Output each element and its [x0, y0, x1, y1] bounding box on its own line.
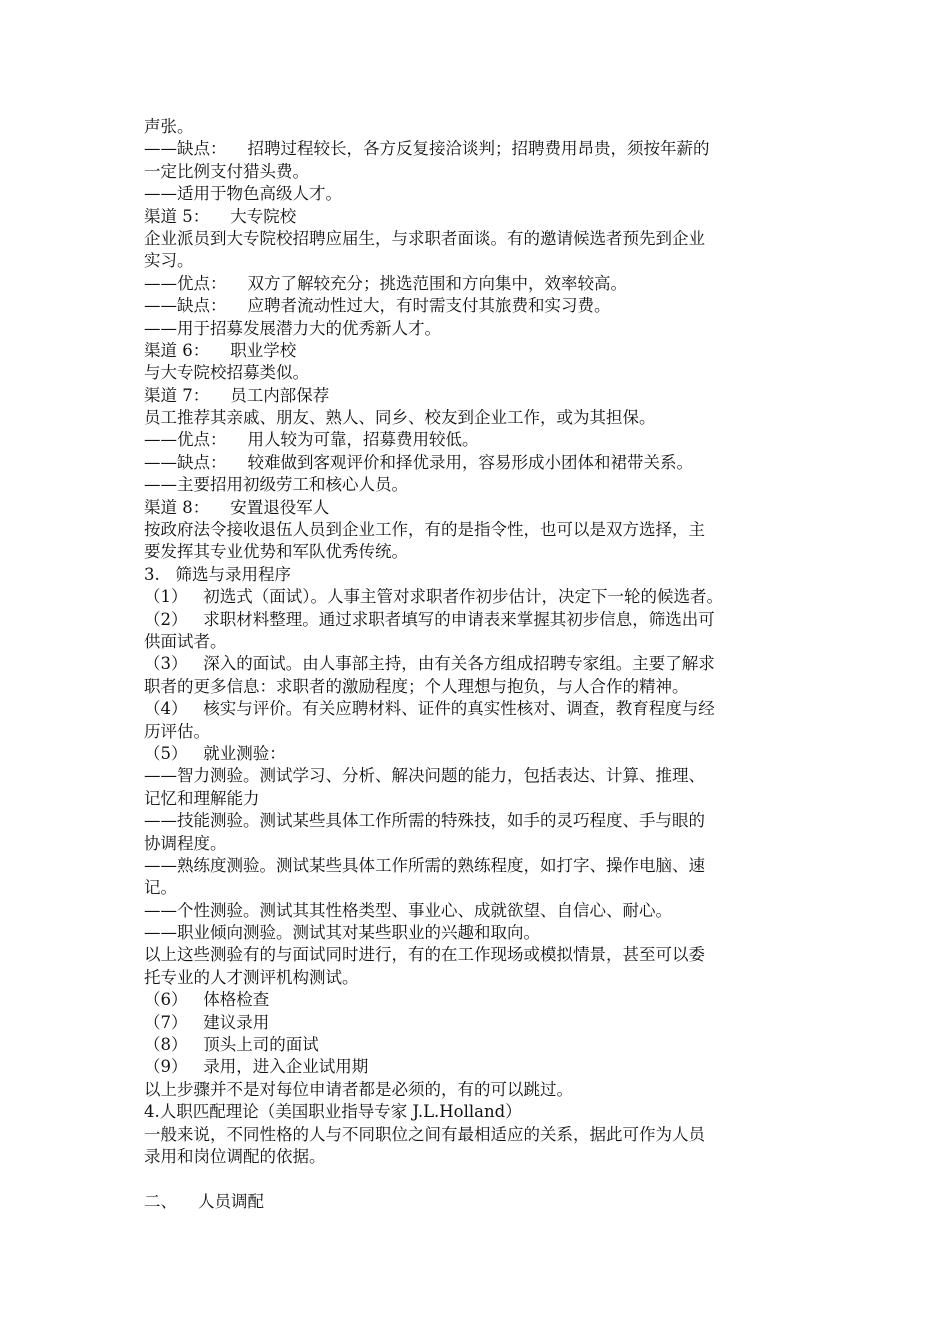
text-line: （2） 求职材料整理。通过求职者填写的申请表来掌握其初步信息，筛选出可	[144, 609, 715, 629]
text-line: 3. 筛选与录用程序	[144, 564, 291, 584]
text-line: ——缺点： 招聘过程较长，各方反复接洽谈判；招聘费用昂贵，须按年薪的	[144, 139, 710, 159]
text-line: 声张。	[144, 117, 194, 136]
text-line: ——职业倾向测验。测试其对某些职业的兴趣和取向。	[144, 923, 540, 943]
text-line: （9） 录用，进入企业试用期	[144, 1057, 369, 1077]
text-line: 以上步骤并不是对每位申请者都是必须的，有的可以跳过。	[144, 1079, 573, 1099]
text-line: 渠道 8： 安置退役军人	[144, 497, 330, 517]
text-line: ——缺点： 较难做到客观评价和择优录用，容易形成小团体和裙带关系。	[144, 452, 693, 472]
text-line: 托专业的人才测评机构测试。	[144, 967, 359, 987]
text-line: 记忆和理解能力	[144, 788, 260, 808]
text-line: ——主要招用初级劳工和核心人员。	[144, 475, 408, 495]
text-line: 协调程度。	[144, 833, 227, 853]
text-line: ——优点： 双方了解较充分；挑选范围和方向集中，效率较高。	[144, 273, 627, 293]
text-line: ——智力测验。测试学习、分析、解决问题的能力，包括表达、计算、推理、	[144, 766, 705, 786]
text-line	[144, 1168, 814, 1190]
text-line: （8） 顶头上司的面试	[144, 1035, 319, 1055]
text-line: 渠道 6： 职业学校	[144, 340, 297, 360]
text-line: 员工推荐其亲戚、朋友、熟人、同乡、校友到企业工作，或为其担保。	[144, 408, 656, 428]
text-line: 职者的更多信息：求职者的激励程度；个人理想与抱负，与人合作的精神。	[144, 676, 689, 696]
text-line: 与大专院校招募类似。	[144, 363, 309, 383]
text-line: 供面试者。	[144, 631, 227, 651]
text-line: 一般来说，不同性格的人与不同职位之间有最相适应的关系，据此可作为人员	[144, 1124, 705, 1144]
text-line: ——用于招募发展潜力大的优秀新人才。	[144, 318, 441, 338]
text-line: 按政府法令接收退伍人员到企业工作，有的是指令性，也可以是双方选择，主	[144, 520, 705, 540]
text-line: （4） 核实与评价。有关应聘材料、证件的真实性核对、调查，教育程度与经	[144, 699, 715, 719]
text-line: （7） 建议录用	[144, 1012, 270, 1032]
text-line: ——缺点： 应聘者流动性过大，有时需支付其旅费和实习费。	[144, 296, 611, 316]
text-line: （5） 就业测验：	[144, 743, 286, 763]
text-line: 录用和岗位调配的依据。	[144, 1146, 326, 1166]
text-line: ——优点： 用人较为可靠，招募费用较低。	[144, 430, 479, 450]
text-line: （1） 初选式（面试）。人事主管对求职者作初步估计，决定下一轮的候选者。	[144, 587, 723, 607]
text-line: （3） 深入的面试。由人事部主持，由有关各方组成招聘专家组。主要了解求	[144, 654, 715, 674]
text-line: ——熟练度测验。测试某些具体工作所需的熟练程度，如打字、操作电脑、速	[144, 855, 705, 875]
document-body	[144, 116, 814, 1213]
text-line: 渠道 7： 员工内部保荐	[144, 385, 330, 405]
text-line: 要发挥其专业优势和军队优秀传统。	[144, 542, 408, 562]
text-line: 企业派员到大专院校招聘应届生，与求职者面谈。有的邀请候选者预先到企业	[144, 228, 705, 248]
text-line: ——适用于物色高级人才。	[144, 184, 342, 204]
text-line: 记。	[144, 878, 177, 898]
text-line: 以上这些测验有的与面试同时进行，有的在工作现场或模拟情景，甚至可以委	[144, 945, 705, 965]
text-line: 历评估。	[144, 721, 210, 741]
text-line: ——个性测验。测试其其性格类型、事业心、成就欲望、自信心、耐心。	[144, 900, 672, 920]
text-line: ——技能测验。测试某些具体工作所需的特殊技，如手的灵巧程度、手与眼的	[144, 811, 705, 831]
text-line: 渠道 5： 大专院校	[144, 206, 297, 226]
text-line: 二、 人员调配	[144, 1191, 264, 1211]
text-line: 实习。	[144, 251, 194, 271]
text-line: 一定比例支付猎头费。	[144, 161, 309, 181]
text-line: 4.人职匹配理论（美国职业指导专家 J.L.Holland）	[144, 1102, 522, 1122]
text-line: （6） 体格检查	[144, 990, 270, 1010]
